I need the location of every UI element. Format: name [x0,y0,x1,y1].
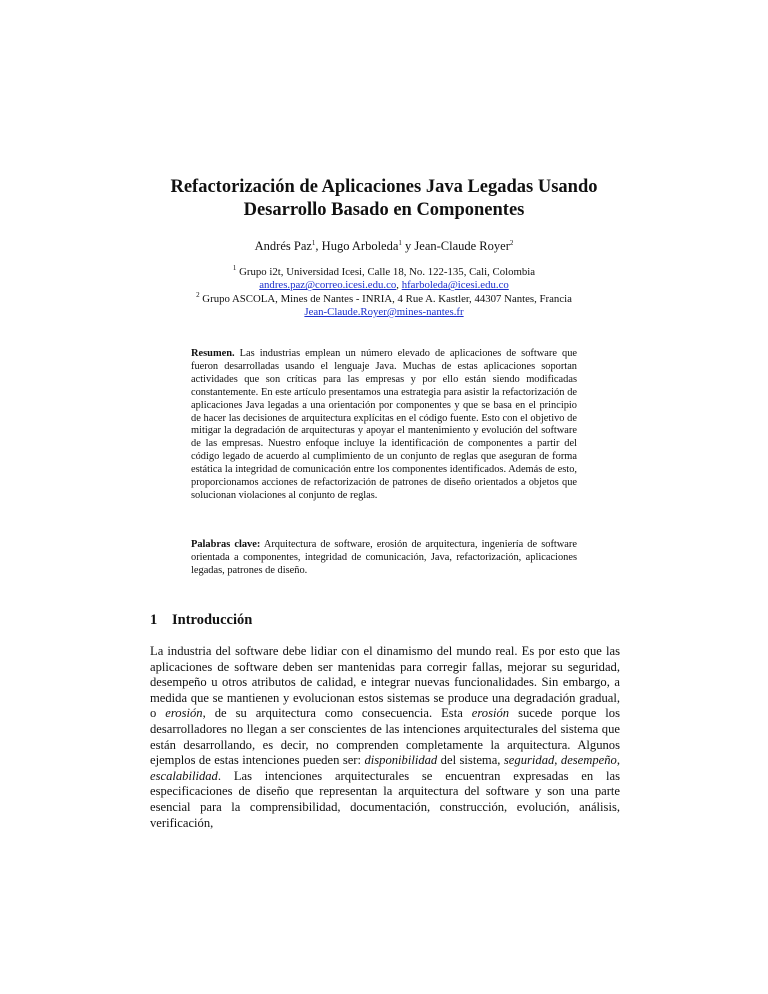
affiliation-number: 2 [196,290,200,299]
affiliation-1 [130,266,638,279]
body-text-run: La industria del software debe lidiar con el dinamismo del mundo real. Es por esto que las aplicaciones de software deben ser mantenidas para corregir fallas, mejorar su seguridad, desempeño u otros atributos de calidad, e integrar nuevas funcionalidades. Sin embargo, a medida que se mantienen y evolucionan estos sistemas se produce una degradación gradual, o [150,644,620,721]
author-name: Jean-Claude Royer [414,239,510,253]
emphasis: disponibilidad [364,753,438,768]
affiliation-2 [130,290,638,306]
abstract-paragraph [191,348,577,503]
body-text-run: . Las intenciones arquitecturales se encuentran expresadas en las especificaciones de diseño que representan la arquitectura del software y son una parte esencial para la comprensibilidad, documentación, construcción, evolución, análisis, verificación, [150,768,620,830]
abstract-label: Resumen. [191,348,235,359]
emphasis: seguridad [503,753,555,768]
paper-title [150,176,618,222]
affiliation-number: 1 [232,264,237,272]
affiliation-marker: 2 [509,239,514,247]
introduction-body [150,644,620,831]
emphasis: erosión [471,706,510,721]
emphasis: escalabilidad [150,768,218,783]
keywords-text: Arquitectura de software, erosión de arquitectura, ingeniería de software orientada a componentes, integridad de comunicación, Java, refactorización, aplicaciones legadas, patrones de diseño. [191,539,577,576]
affiliation-marker: 1 [398,239,402,247]
abstract [191,348,577,503]
body-paragraph [150,644,620,831]
email-separator: , [396,279,402,292]
body-text-run: sucede porque los desarrolladores no llegan a ser conscientes de las intenciones arquitecturales del sistema que están desarrollando, es decir, no comprenden completamente la arquitectura. Algunos ejemplos de estas intenciones pueden ser: [150,706,620,768]
affiliations-block [130,266,638,319]
affiliation-text: Grupo i2t, Universidad Icesi, Calle 18, No. 122-135, Cali, Colombia [239,266,536,278]
body-text-run: del sistema, [437,753,504,768]
email-link[interactable]: andres.paz@correo.icesi.edu.co [259,279,397,292]
emphasis: desempeño [560,753,617,768]
keywords [191,539,577,578]
abstract-text: Las industrias emplean un número elevado de aplicaciones de software que fueron desarrolladas usando el lenguaje Java. Muchas de estas aplicaciones soportan actividades que son críticas para las empresas y por ello están siendo modificadas constantemente. En este artículo presentamos una estrategia para asistir la refactorización de aplicaciones Java legadas a una orientación por componentes y que se basa en el principio de hacer las decisiones de arquitectura explícitas en el código fuente. Esto con el objetivo de mitigar la degradación de arquitecturas y apoyar el mantenimiento y evolución del software de las empresas. Nuestro enfoque incluye la identificación de componentes a partir del código legado de acuerdo al cumplimiento de un conjunto de reglas que aseguran de forma estática la integridad de comunicación entre los componentes identificados. Además de esto, proporcionamos acciones de refactorización de patrones de diseño orientados a objetos que solucionan violaciones al conjunto de reglas. [191,348,577,501]
section-title: Introducción [172,612,253,628]
affiliation-marker: 1 [311,239,316,247]
affiliation-2-emails [130,306,638,319]
author-name: Andrés Paz [254,239,312,253]
section-number: 1 [150,612,158,628]
title-line-1: Refactorización de Aplicaciones Java Legadas Usando [170,177,598,197]
author-list [150,238,618,254]
title-line-2: Desarrollo Basado en Componentes [243,200,525,220]
author-separator: y [401,239,415,253]
author-separator: , [315,239,322,253]
section-heading [150,611,620,629]
emphasis: erosión [165,706,203,721]
body-text-run: , de su arquitectura como consecuencia. Esta [202,706,472,721]
affiliation-text: Grupo ASCOLA, Mines de Nantes - INRIA, 4 Rue A. Kastler, 44307 Nantes, Francia [202,292,572,305]
keywords-paragraph [191,539,577,578]
body-text-run: , [554,753,561,768]
email-link[interactable]: Jean-Claude.Royer@mines-nantes.fr [304,305,464,318]
keywords-label: Palabras clave: [191,539,261,550]
affiliation-1-emails [130,279,638,292]
author-name: Hugo Arboleda [321,239,399,253]
body-text-run: , [616,753,620,768]
email-link[interactable]: hfarboleda@icesi.edu.co [401,279,509,292]
